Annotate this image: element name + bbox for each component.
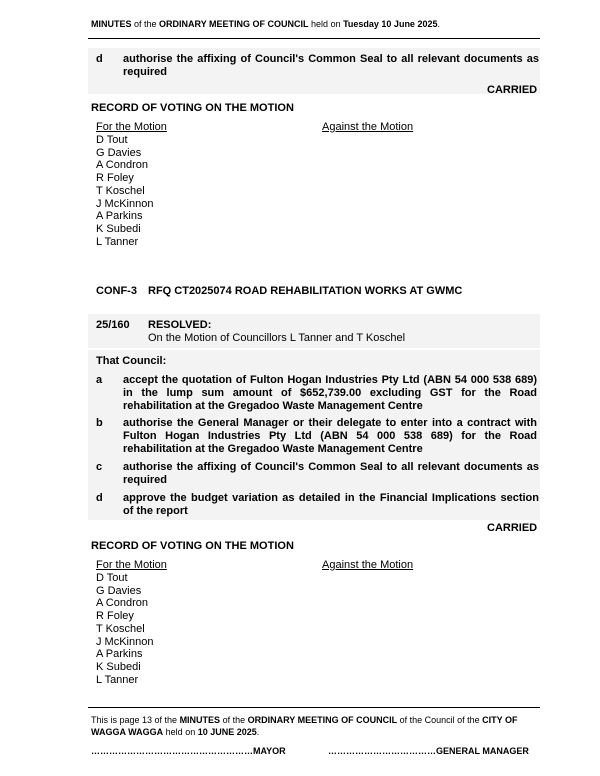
councillor-name: R Foley	[96, 172, 134, 185]
footer-council: CITY OF WAGGA WAGGA	[91, 715, 518, 737]
councillor-name: K Subedi	[96, 660, 141, 673]
resolution-item	[96, 492, 540, 519]
councillor-name: T Koschel	[96, 622, 145, 635]
footer-text: of the	[220, 715, 248, 725]
item-letter: d	[96, 492, 103, 504]
carried-label: CARRIED	[487, 522, 538, 534]
footer-minutes: MINUTES	[179, 715, 221, 725]
for-motion-list	[96, 572, 153, 686]
footer-text: of the Council of the	[397, 715, 483, 725]
councillor-name: L Tanner	[96, 235, 139, 248]
footer-text: .	[256, 727, 260, 737]
councillor-name: K Subedi	[96, 222, 141, 235]
councillor-name: A Parkins	[96, 210, 143, 223]
header-text: of the	[131, 19, 160, 29]
item-letter: c	[96, 461, 103, 473]
councillor-name: G Davies	[96, 146, 142, 159]
item-title: RFQ CT2025074 ROAD REHABILITATION WORKS AT GWMC	[148, 285, 463, 297]
councillor-name: A Parkins	[96, 648, 143, 661]
footer-meeting: ORDINARY MEETING OF COUNCIL	[247, 715, 398, 725]
councillor-name: G Davies	[96, 584, 142, 597]
councillor-name: A Condron	[96, 159, 148, 172]
for-motion-header: For the Motion	[96, 559, 167, 571]
that-council-label: That Council:	[96, 355, 167, 367]
item-text: accept the quotation of Fulton Hogan Industries Pty Ltd (ABN 54 000 538 689) in the lump sum amount of $652,739.00 excluding GST for the Road rehabilitation at the Gregadoo Waste Management Centre	[123, 374, 537, 412]
councillor-name: J McKinnon	[96, 635, 154, 648]
councillor-name: R Foley	[96, 610, 134, 623]
for-motion-header: For the Motion	[96, 121, 167, 133]
councillor-name: T Koschel	[96, 184, 145, 197]
footer-text: This is page 13 of the	[91, 715, 180, 725]
councillor-name: L Tanner	[96, 673, 139, 686]
item-code: CONF-3	[96, 285, 137, 297]
header-rule	[88, 38, 540, 39]
footer-rule	[88, 707, 540, 708]
header-date: Tuesday 10 June 2025	[343, 19, 438, 29]
mayor-signature-line: ………………………………………………MAYOR	[91, 746, 286, 756]
carried-label: CARRIED	[487, 84, 538, 96]
header-minutes: MINUTES	[91, 19, 132, 29]
item-letter: b	[96, 417, 103, 429]
footer-text: held on	[163, 727, 198, 737]
page-header	[91, 19, 440, 29]
councillor-name: D Tout	[96, 134, 128, 146]
resolution-item	[96, 53, 540, 83]
resolution-number: 25/160	[96, 319, 130, 331]
councillor-name: D Tout	[96, 572, 128, 584]
general-manager-signature-line: ………………………………GENERAL MANAGER	[328, 746, 529, 756]
page-footer	[91, 714, 543, 738]
resolved-label: RESOLVED:	[148, 319, 212, 331]
against-motion-header: Against the Motion	[322, 121, 414, 133]
councillor-name: J McKinnon	[96, 197, 154, 210]
header-text: .	[437, 19, 440, 29]
item-letter: d	[96, 53, 103, 65]
resolution-item	[96, 374, 540, 414]
item-text: authorise the affixing of Council's Common Seal to all relevant documents as required	[123, 53, 539, 78]
voting-record-title: RECORD OF VOTING ON THE MOTION	[91, 540, 294, 552]
resolution-item	[96, 417, 540, 457]
item-text: authorise the General Manager or their delegate to enter into a contract with Fulton Hogan Industries Pty Ltd (ABN 54 000 538 689) for the Road rehabilitation at the Gregadoo Waste Management Centre	[123, 417, 537, 455]
item-text: authorise the affixing of Council's Common Seal to all relevant documents as required	[123, 461, 539, 486]
councillor-name: A Condron	[96, 597, 148, 610]
for-motion-list	[96, 134, 153, 248]
header-text: held on	[308, 19, 344, 29]
header-meeting: ORDINARY MEETING OF COUNCIL	[159, 19, 309, 29]
item-text: approve the budget variation as detailed in the Financial Implications section of the report	[123, 492, 539, 517]
resolution-item	[96, 461, 540, 488]
against-motion-header: Against the Motion	[322, 559, 414, 571]
mover-text: On the Motion of Councillors L Tanner and T Koschel	[148, 332, 406, 344]
item-letter: a	[96, 374, 103, 386]
footer-date: 10 JUNE 2025	[197, 727, 257, 737]
voting-record-title: RECORD OF VOTING ON THE MOTION	[91, 102, 294, 114]
